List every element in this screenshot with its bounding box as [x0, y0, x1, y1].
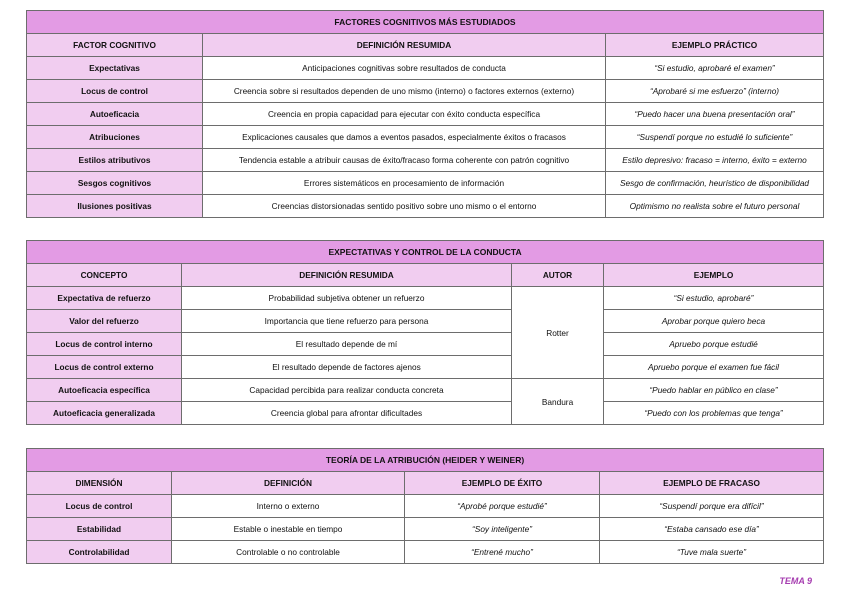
definition-cell: Tendencia estable a atribuir causas de éxito/fracaso forma coherente con patrón cognitivo [203, 149, 606, 172]
row-label: Sesgos cognitivos [27, 172, 203, 195]
table-row [27, 495, 824, 518]
column-header: DEFINICIÓN [172, 472, 405, 495]
failure-example-cell: “Suspendí porque era difícil” [600, 495, 824, 518]
table-row [27, 103, 824, 126]
example-cell: “Si estudio, aprobaré” [604, 287, 824, 310]
table-title: TEORÍA DE LA ATRIBUCIÓN (HEIDER Y WEINER) [27, 449, 824, 472]
definition-cell: Errores sistemáticos en procesamiento de información [203, 172, 606, 195]
table-row [27, 518, 824, 541]
example-cell: “Puedo con los problemas que tenga” [604, 402, 824, 425]
author-cell: Rotter [512, 287, 604, 379]
definition-cell: Creencia sobre si resultados dependen de uno mismo (interno) o factores externos (externo) [203, 80, 606, 103]
table-row [27, 310, 824, 333]
row-label: Expectativas [27, 57, 203, 80]
success-example-cell: “Aprobé porque estudié” [405, 495, 600, 518]
definition-cell: Estable o inestable en tiempo [172, 518, 405, 541]
definition-cell: El resultado depende de factores ajenos [182, 356, 512, 379]
row-label: Locus de control [27, 80, 203, 103]
definition-cell: Probabilidad subjetiva obtener un refuerzo [182, 287, 512, 310]
example-cell: “Si estudio, aprobaré el examen” [606, 57, 824, 80]
row-label: Locus de control interno [27, 333, 182, 356]
author-cell: Bandura [512, 379, 604, 425]
definition-cell: Creencias distorsionadas sentido positivo sobre uno mismo o el entorno [203, 195, 606, 218]
table-row [27, 195, 824, 218]
table-row [27, 402, 824, 425]
column-header: DEFINICIÓN RESUMIDA [182, 264, 512, 287]
column-header: FACTOR COGNITIVO [27, 34, 203, 57]
table-row [27, 149, 824, 172]
failure-example-cell: “Tuve mala suerte” [600, 541, 824, 564]
example-cell: Apruebo porque el examen fue fácil [604, 356, 824, 379]
table-row [27, 333, 824, 356]
row-label: Valor del refuerzo [27, 310, 182, 333]
table-row [27, 356, 824, 379]
example-cell: Aprobar porque quiero beca [604, 310, 824, 333]
definition-cell: Anticipaciones cognitivas sobre resultados de conducta [203, 57, 606, 80]
attribution-theory-table [26, 448, 824, 564]
column-header: EJEMPLO PRÁCTICO [606, 34, 824, 57]
row-label: Ilusiones positivas [27, 195, 203, 218]
success-example-cell: “Soy inteligente” [405, 518, 600, 541]
column-header: EJEMPLO [604, 264, 824, 287]
page-footer-label: TEMA 9 [779, 576, 812, 586]
row-label: Estilos atributivos [27, 149, 203, 172]
definition-cell: Creencia global para afrontar dificultades [182, 402, 512, 425]
table-row [27, 172, 824, 195]
example-cell: Sesgo de confirmación, heurístico de disponibilidad [606, 172, 824, 195]
definition-cell: Interno o externo [172, 495, 405, 518]
row-label: Estabilidad [27, 518, 172, 541]
row-label: Expectativa de refuerzo [27, 287, 182, 310]
table-row [27, 287, 824, 310]
row-label: Controlabilidad [27, 541, 172, 564]
definition-cell: Controlable o no controlable [172, 541, 405, 564]
row-label: Autoeficacia generalizada [27, 402, 182, 425]
table-row [27, 541, 824, 564]
column-header: AUTOR [512, 264, 604, 287]
row-label: Locus de control [27, 495, 172, 518]
row-label: Autoeficacia específica [27, 379, 182, 402]
example-cell: “Puedo hacer una buena presentación oral” [606, 103, 824, 126]
column-header: EJEMPLO DE ÉXITO [405, 472, 600, 495]
example-cell: Apruebo porque estudié [604, 333, 824, 356]
table-title: EXPECTATIVAS Y CONTROL DE LA CONDUCTA [27, 241, 824, 264]
table-row [27, 80, 824, 103]
example-cell: “Puedo hablar en público en clase” [604, 379, 824, 402]
table-row [27, 57, 824, 80]
table-title: FACTORES COGNITIVOS MÁS ESTUDIADOS [27, 11, 824, 34]
column-header: CONCEPTO [27, 264, 182, 287]
expectations-control-table [26, 240, 824, 425]
definition-cell: Importancia que tiene refuerzo para persona [182, 310, 512, 333]
table-row [27, 379, 824, 402]
table-row [27, 126, 824, 149]
column-header: DIMENSIÓN [27, 472, 172, 495]
column-header: EJEMPLO DE FRACASO [600, 472, 824, 495]
row-label: Locus de control externo [27, 356, 182, 379]
success-example-cell: “Entrené mucho” [405, 541, 600, 564]
example-cell: Optimismo no realista sobre el futuro personal [606, 195, 824, 218]
definition-cell: Explicaciones causales que damos a eventos pasados, especialmente éxitos o fracasos [203, 126, 606, 149]
example-cell: “Suspendí porque no estudié lo suficiente” [606, 126, 824, 149]
cognitive-factors-table [26, 10, 824, 218]
definition-cell: Creencia en propia capacidad para ejecutar con éxito conducta específica [203, 103, 606, 126]
row-label: Autoeficacia [27, 103, 203, 126]
example-cell: Estilo depresivo: fracaso = interno, éxito = externo [606, 149, 824, 172]
column-header: DEFINICIÓN RESUMIDA [203, 34, 606, 57]
row-label: Atribuciones [27, 126, 203, 149]
definition-cell: El resultado depende de mí [182, 333, 512, 356]
example-cell: “Aprobaré si me esfuerzo” (interno) [606, 80, 824, 103]
definition-cell: Capacidad percibida para realizar conducta concreta [182, 379, 512, 402]
failure-example-cell: “Estaba cansado ese día” [600, 518, 824, 541]
